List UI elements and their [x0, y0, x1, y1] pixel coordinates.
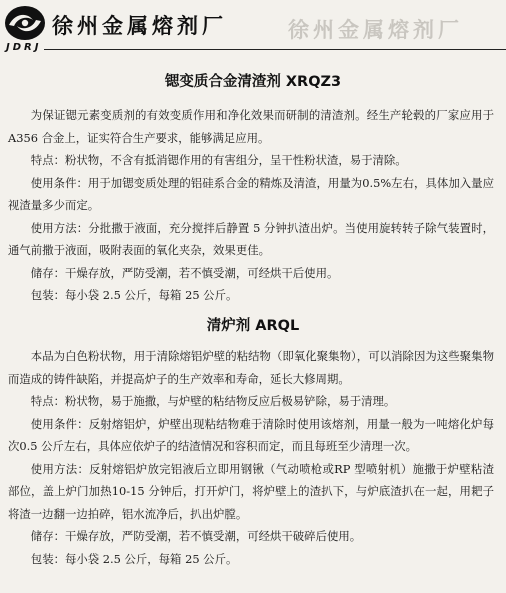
company-abbreviation: JDRJ [6, 42, 42, 53]
paragraph-intro: 为保证锶元素变质剂的有效变质作用和净化效果而研制的清渣剂。经生产轮毂的厂家应用于A356 合金上，证实符合生产要求，能够满足应用。 [8, 108, 494, 145]
bleed-through-company-name: 徐州金属熔剂厂 [288, 18, 463, 42]
paragraph-method: 使用方法：分批撒于液面，充分搅拌后静置 5 分钟扒渣出炉。当使用旋转转子除气装置时，通气前撒于液面，吸附表面的氧化夹杂，效果更佳。 [8, 220, 494, 257]
letterhead [0, 0, 506, 58]
paragraph-method: 使用方法：反射熔铝炉放完铝液后立即用钢锹（气动喷枪或RP 型喷射机）施撒于炉壁粘渣部位，盖上炉门加热10-15 分钟后，打开炉门，将炉壁上的渣扒下，与炉底渣扒在一起，用耙子将渣一边翻一边拍碎，铝水流净后，扒出炉膛。 [8, 461, 494, 521]
paragraph-storage: 储存：干燥存放，严防受潮，若不慎受潮，可经烘干破碎后使用。 [30, 529, 362, 543]
paragraph-conditions: 使用条件：用于加锶变质处理的铝硅系合金的精炼及清渣，用量为0.5%左右，具体加入量应视渣量多少而定。 [8, 175, 494, 212]
section-body-xrqz3 [8, 104, 494, 307]
header-divider [44, 49, 506, 50]
section-title-arql: 清炉剂 ARQL [206, 318, 300, 334]
paragraph-features: 特点：粉状物，不含有抵消锶作用的有害组分，呈干性粉状渣，易于清除。 [30, 153, 407, 167]
paragraph-intro: 本品为白色粉状物，用于清除熔铝炉壁的粘结物（即氧化聚集物），可以消除因为这些聚集物而造成的铸件缺陷，并提高炉子的生产效率和寿命，延长大修周期。 [8, 349, 494, 386]
paragraph-packaging: 包装：每小袋 2.5 公斤，每箱 25 公斤。 [30, 288, 238, 302]
paragraph-storage: 储存：干燥存放，严防受潮，若不慎受潮，可经烘干后使用。 [30, 265, 339, 280]
company-logo-icon [3, 4, 47, 42]
paragraph-conditions: 使用条件：反射熔铝炉，炉壁出现粘结物难于清除时使用该熔剂，用量一般为一吨熔化炉每次0.5 公斤左右，具体应依炉子的结渣情况和容积而定，而且每班至少清理一次。 [8, 416, 494, 453]
paragraph-features: 特点：粉状物，易于施撒，与炉壁的粘结物反应后极易铲除，易于清理。 [30, 394, 396, 408]
section-title-xrqz3: 锶变质合金清渣剂 XRQZ3 [164, 74, 342, 90]
paragraph-packaging: 包装：每小袋 2.5 公斤，每箱 25 公斤。 [30, 551, 238, 566]
company-name: 徐州金属熔剂厂 [52, 14, 227, 38]
section-body-arql [8, 345, 494, 570]
